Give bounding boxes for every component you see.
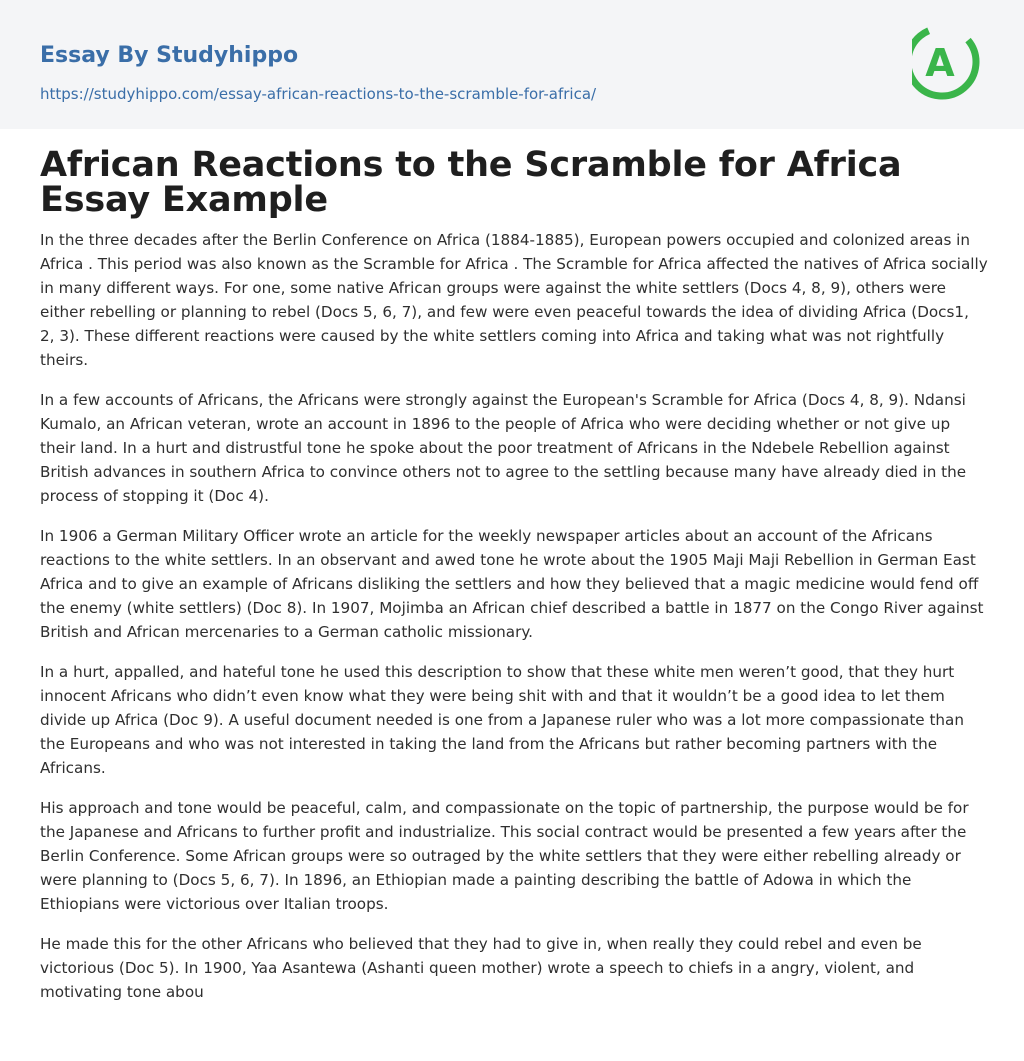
essay-title: African Reactions to the Scramble for Africa Essay Example bbox=[40, 145, 902, 220]
essay-paragraph: In the three decades after the Berlin Conference on Africa (1884-1885), European powers occupied and colonized areas in Africa . This period was also known as the Scramble for Africa . The Scramble for Africa affected the natives of Africa socially in many different ways. For one, some native African groups were against the white settlers (Docs 4, 8, 9), others were either rebelling or planning to rebel (Docs 5, 6, 7), and few were even peaceful towards the idea of dividing Africa (Docs1, 2, 3). These different reactions were caused by the white settlers coming into Africa and taking what was not rightfully theirs. bbox=[40, 231, 988, 369]
essay-paragraph: In 1906 a German Military Officer wrote an article for the weekly newspaper articles about an account of the Africans reactions to the white settlers. In an observant and awed tone he wrote about the 1905 Maji Maji Rebellion in German East Africa and to give an example of Africans disliking the settlers and how they believed that a magic medicine would fend off the enemy (white settlers) (Doc 8). In 1907, Mojimba an African chief described a battle in 1877 on the Congo River against British and African mercenaries to a German catholic missionary. bbox=[40, 527, 984, 641]
essay-paragraph: In a hurt, appalled, and hateful tone he used this description to show that these white men weren’t good, that they hurt innocent Africans who didn’t even know what they were being shit with and that it wouldn’t be a good idea to let them divide up Africa (Doc 9). A useful document needed is one from a Japanese ruler who was a lot more compassionate than the Europeans and who was not interested in taking the land from the Africans but rather becoming partners with the Africans. bbox=[40, 663, 964, 777]
essay-paragraph: He made this for the other Africans who believed that they had to give in, when really they could rebel and even be victorious (Doc 5). In 1900, Yaa Asantewa (Ashanti queen mother) wrote a speech to chiefs in a angry, violent, and motivating tone abou bbox=[40, 935, 922, 1001]
site-header bbox=[0, 0, 1024, 129]
logo-letter: A bbox=[925, 41, 955, 85]
brand-title[interactable]: Essay By Studyhippo bbox=[40, 43, 299, 68]
essay-paragraph: In a few accounts of Africans, the Africans were strongly against the European's Scramble for Africa (Docs 4, 8, 9). Ndansi Kumalo, an African veteran, wrote an account in 1896 to the people of Africa who were deciding whether or not give up their land. In a hurt and distrustful tone he spoke about the poor treatment of Africans in the Ndebele Rebellion against British advances in southern Africa to convince others not to agree to the settling because many have already died in the process of stopping it (Doc 4). bbox=[40, 391, 967, 505]
essay-body bbox=[40, 228, 988, 1020]
studyhippo-logo-icon[interactable] bbox=[912, 18, 988, 106]
essay-paragraph: His approach and tone would be peaceful, calm, and compassionate on the topic of partnership, the purpose would be for the Japanese and Africans to further profit and industrialize. This social contract would be presented a few years after the Berlin Conference. Some African groups were so outraged by the white settlers that they were either rebelling already or were planning to (Docs 5, 6, 7). In 1896, an Ethiopian made a painting describing the battle of Adowa in which the Ethiopians were victorious over Italian troops. bbox=[40, 799, 969, 913]
essay-url-link[interactable]: https://studyhippo.com/essay-african-reactions-to-the-scramble-for-africa/ bbox=[40, 85, 597, 103]
